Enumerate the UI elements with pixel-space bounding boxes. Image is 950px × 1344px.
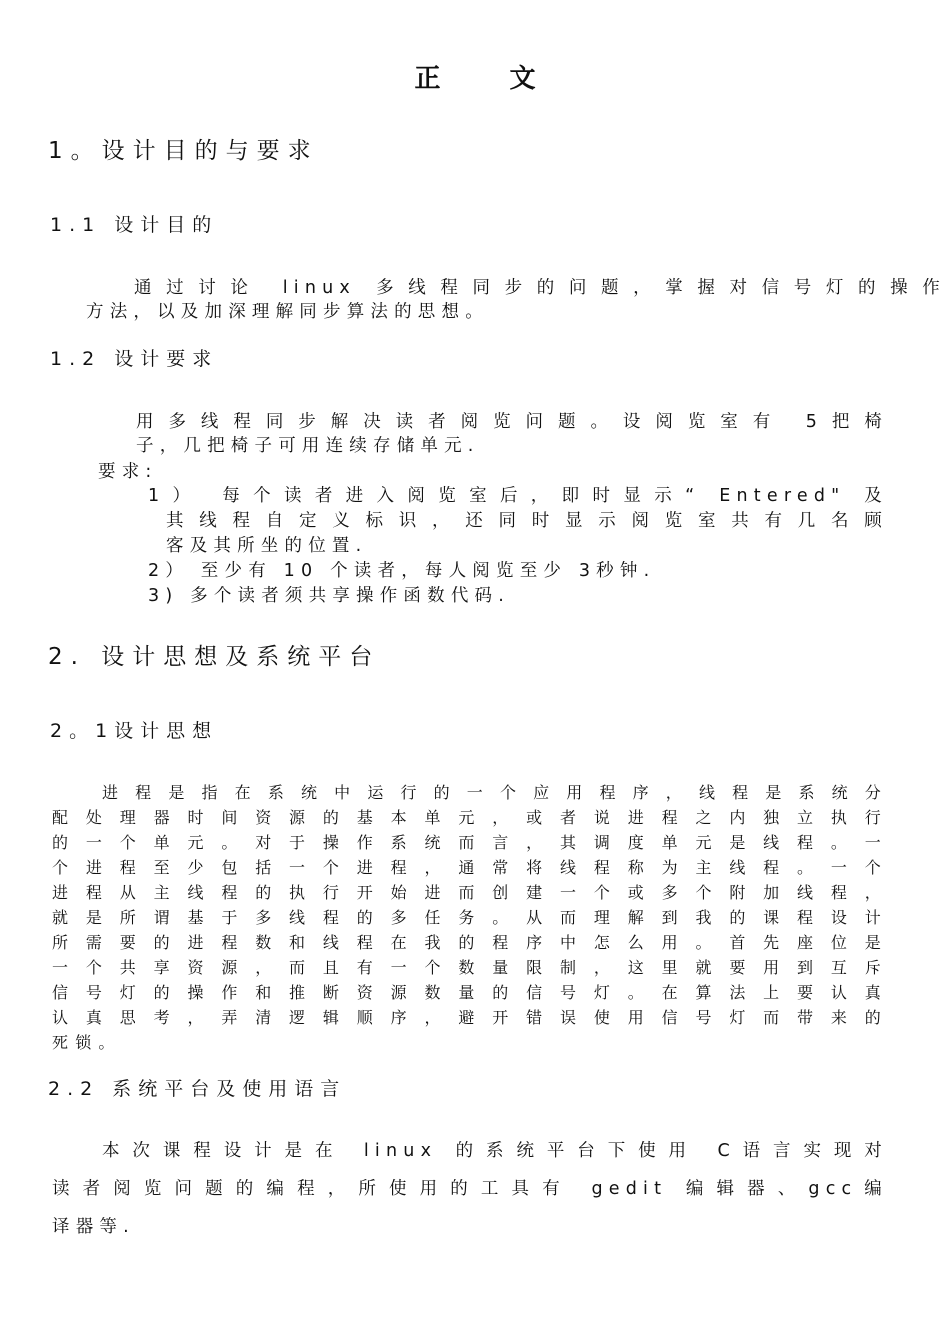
requirements-label: 要求: [98, 462, 158, 482]
section-2-1-line-2: 配处理器时间资源的基本单元，或者说进程之内独立执行 [52, 808, 888, 827]
section-2-1-line-8: 一个共享资源，而且有一个数量限制，这里就要用到互斥 [52, 958, 888, 977]
requirement-3: 3) 多个读者须共享操作函数代码. [148, 586, 510, 606]
section-2-2-heading: 2.2 系统平台及使用语言 [48, 1078, 347, 1100]
section-2-1-line-5: 进程从主线程的执行开始进而创建一个或多个附加线程， [52, 883, 888, 902]
section-2-2-line-2: 读者阅览问题的编程，所使用的工具有 gedit 编辑器、gcc编 [52, 1179, 888, 1199]
section-2-1-line-1: 进程是指在系统中运行的一个应用程序，线程是系统分 [102, 783, 888, 802]
section-2-1-line-4: 个进程至少包括一个进程，通常将线程称为主线程。一个 [52, 858, 888, 877]
section-2-1-line-7: 所需要的进程数和线程在我的程序中怎么用。首先座位是 [52, 933, 888, 952]
section-1-1-line-2: 方法，以及加深理解同步算法的思想。 [86, 302, 489, 322]
section-2-2-line-1: 本次课程设计是在 linux 的系统平台下使用 C语言实现对 [102, 1141, 888, 1161]
section-2-1-line-3: 的一个单元。对于操作系统而言，其调度单元是线程。一 [52, 833, 888, 852]
section-2-1-line-10: 认真思考，弄清逻辑顺序，避开错误使用信号灯而带来的 [52, 1008, 888, 1027]
page-title: 正 文 [414, 64, 566, 94]
requirement-1-line-3: 客及其所坐的位置. [166, 536, 368, 556]
requirement-1-line-2: 其线程自定义标识，还同时显示阅览室共有几名顾 [166, 511, 888, 531]
section-1-2-line-1: 用多线程同步解决读者阅览问题。设阅览室有 5把椅 [136, 412, 888, 432]
requirement-1-line-1: 1） 每个读者进入阅览室后，即时显示“ Entered" 及 [148, 486, 888, 506]
section-1-heading: 1。设计目的与要求 [48, 138, 319, 164]
section-2-heading: 2. 设计思想及系统平台 [48, 644, 381, 670]
requirement-2: 2） 至少有 10 个读者，每人阅览至少 3秒钟. [148, 561, 656, 581]
section-1-2-heading: 1.2 设计要求 [50, 348, 219, 370]
section-2-2-line-3: 译器等. [52, 1217, 135, 1237]
section-2-1-line-9: 信号灯的操作和推断资源数量的信号灯。在算法上要认真 [52, 983, 888, 1002]
section-2-1-line-6: 就是所谓基于多线程的多任务。从而理解到我的课程设计 [52, 908, 888, 927]
section-2-1-heading: 2。1设计思想 [50, 720, 219, 742]
section-1-2-line-2: 子，几把椅子可用连续存储单元. [136, 436, 480, 456]
section-1-1-line-1: 通过讨论 linux 多线程同步的问题，掌握对信号灯的操作 [134, 278, 946, 298]
section-2-1-line-11: 死锁。 [52, 1033, 122, 1052]
section-1-1-heading: 1.1 设计目的 [50, 214, 219, 236]
